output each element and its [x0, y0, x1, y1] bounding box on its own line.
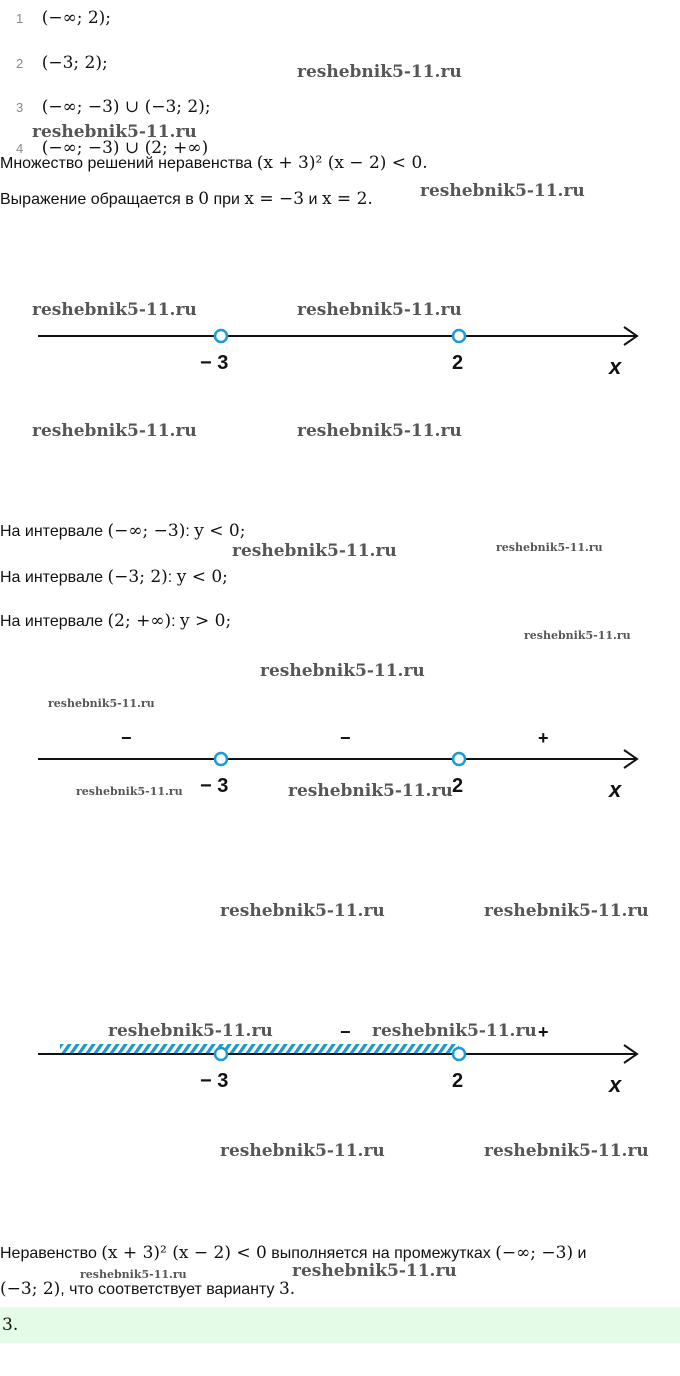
sign-right: + [538, 728, 549, 748]
watermark: reshebnik5-11.ru [292, 1261, 457, 1281]
axis-variable-label: x [609, 777, 622, 802]
watermark: reshebnik5-11.ru [220, 1141, 385, 1161]
watermark: reshebnik5-11.ru [80, 1268, 187, 1281]
conclusion-inequality: (x + 3)² (x − 2) < 0 [101, 1243, 267, 1263]
interval-label: На интервале [0, 613, 108, 630]
sign-middle: − [340, 1022, 351, 1042]
interval-line-1 [0, 521, 245, 541]
conclusion-interval-2: (−3; 2) [0, 1279, 61, 1299]
watermark: reshebnik5-11.ru [220, 901, 385, 921]
interval-sep: : [171, 613, 181, 630]
open-point-right [453, 753, 465, 765]
option-2 [16, 53, 108, 73]
interval-math: (−∞; −3) [107, 521, 186, 541]
conclusion-text: выполняется на промежутках [266, 1245, 496, 1262]
solution-text: при [209, 191, 245, 208]
watermark: reshebnik5-11.ru [297, 62, 462, 82]
interval-sep: : [185, 523, 195, 540]
conclusion-line-2 [0, 1279, 295, 1299]
answer-box [0, 1307, 680, 1343]
watermark: reshebnik5-11.ru [32, 421, 197, 441]
conclusion-interval-1: (−∞; −3) [495, 1243, 574, 1263]
point-label-left: − 3 [200, 775, 229, 797]
interval-result: y > 0; [180, 611, 232, 631]
option-text: (−∞; −3) ∪ (2; +∞) [41, 138, 209, 158]
interval-math: (−3; 2) [107, 567, 168, 587]
watermark: reshebnik5-11.ru [297, 421, 462, 441]
number-line-1-svg [0, 320, 680, 360]
zero-math: 0 [198, 189, 210, 209]
watermark: reshebnik5-11.ru [48, 697, 155, 710]
root-math-2: x = 2. [321, 189, 373, 209]
interval-result: y < 0; [176, 567, 228, 587]
option-text: (−∞; −3) ∪ (−3; 2); [41, 97, 211, 117]
option-text: (−3; 2); [41, 53, 108, 73]
solution-text: Множество решений неравенства [0, 155, 257, 172]
watermark: reshebnik5-11.ru [372, 1021, 537, 1041]
axis-variable-label: x [609, 354, 622, 379]
sign-middle: − [340, 728, 351, 748]
sign-left: − [121, 728, 132, 748]
point-label-right: 2 [452, 352, 464, 374]
root-math-1: x = −3 [244, 189, 305, 209]
interval-label: На интервале [0, 523, 108, 540]
watermark: reshebnik5-11.ru [32, 300, 197, 320]
watermark: reshebnik5-11.ru [288, 781, 453, 801]
option-1 [16, 8, 111, 28]
point-label-right: 2 [452, 1070, 464, 1092]
number-line-3-svg [0, 1038, 680, 1078]
solution-line-1 [0, 153, 428, 173]
watermark: reshebnik5-11.ru [260, 661, 425, 681]
option-text: (−∞; 2); [41, 8, 112, 28]
solution-hatch [60, 1044, 459, 1054]
watermark: reshebnik5-11.ru [420, 181, 585, 201]
watermark: reshebnik5-11.ru [32, 122, 197, 142]
conclusion-text: Неравенство [0, 1245, 102, 1262]
sign-right: + [538, 1022, 549, 1042]
answer-value: 3. [2, 1315, 19, 1335]
interval-label: На интервале [0, 569, 108, 586]
option-number: 1 [16, 11, 24, 26]
point-label-left: − 3 [200, 1070, 229, 1092]
interval-line-2 [0, 567, 228, 587]
interval-sep: : [167, 569, 177, 586]
number-line-2-svg [0, 743, 680, 783]
inequality-math: (x + 3)² (x − 2) < 0. [256, 153, 428, 173]
conclusion-text: , что соответствует варианту [60, 1281, 279, 1298]
watermark: reshebnik5-11.ru [297, 300, 462, 320]
point-label-right: 2 [452, 775, 464, 797]
option-number: 3 [16, 100, 24, 115]
watermark: reshebnik5-11.ru [76, 785, 183, 798]
option-number: 2 [16, 56, 24, 71]
point-label-left: − 3 [200, 352, 229, 374]
watermark: reshebnik5-11.ru [484, 1141, 649, 1161]
conclusion-text: и [573, 1245, 587, 1262]
solution-text: и [304, 191, 322, 208]
watermark: reshebnik5-11.ru [232, 541, 397, 561]
watermark: reshebnik5-11.ru [108, 1021, 273, 1041]
open-point-right [453, 330, 465, 342]
open-point-left [215, 330, 227, 342]
conclusion-line-1 [0, 1243, 586, 1263]
open-point-left [215, 1048, 227, 1060]
solution-line-2 [0, 189, 373, 209]
conclusion-variant: 3. [278, 1279, 296, 1299]
axis-variable-label: x [609, 1072, 622, 1097]
option-number: 4 [16, 141, 24, 156]
watermark: reshebnik5-11.ru [496, 541, 603, 554]
watermark: reshebnik5-11.ru [524, 629, 631, 642]
open-point-right [453, 1048, 465, 1060]
interval-math: (2; +∞) [107, 611, 172, 631]
solution-text: Выражение обращается в [0, 191, 199, 208]
interval-line-3 [0, 611, 231, 631]
open-point-left [215, 753, 227, 765]
option-3 [16, 97, 211, 117]
interval-result: y < 0; [194, 521, 246, 541]
watermark: reshebnik5-11.ru [484, 901, 649, 921]
